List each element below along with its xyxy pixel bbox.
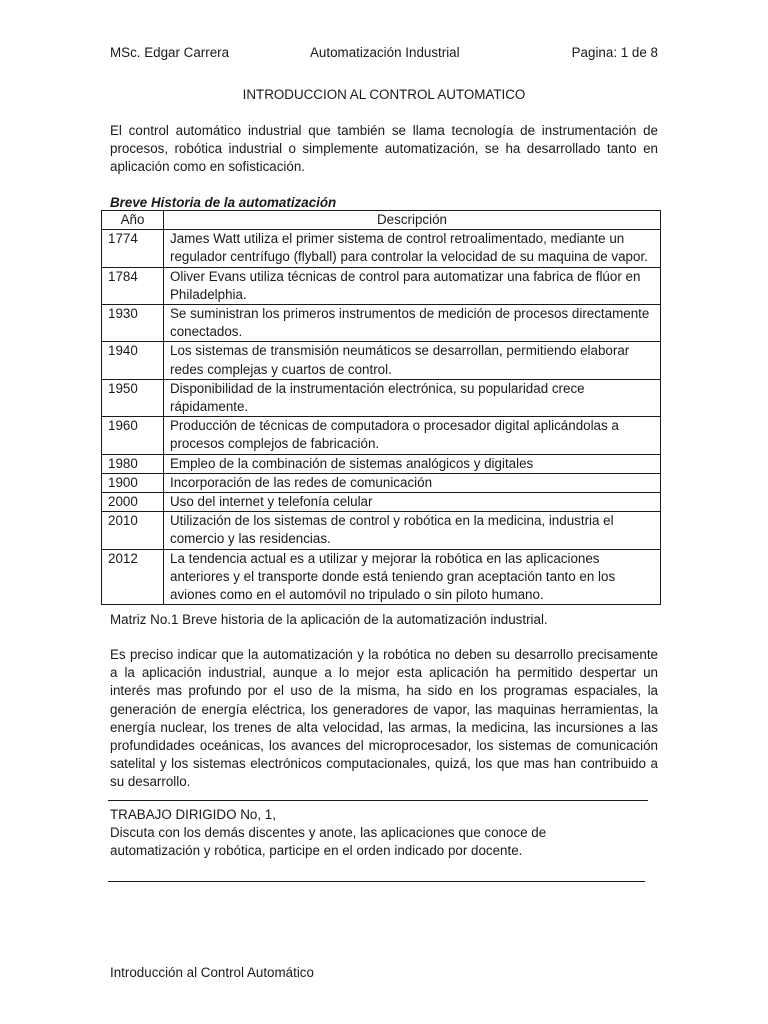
divider-line [108,881,645,882]
table-row [102,230,661,267]
row-description: Los sistemas de transmisión neumáticos se desarrollan, permitiendo elaborar redes complejas y cuartos de control. [164,342,661,379]
divider-line [108,800,648,801]
row-description: La tendencia actual es a utilizar y mejorar la robótica en las aplicaciones anteriores y el transporte donde está teniendo gran aceptación tanto en los aviones como en el automóvil no tripulado o sin piloto humano. [164,549,661,605]
row-description: Empleo de la combinación de sistemas analógicos y digitales [164,454,661,473]
row-year: 1940 [102,342,164,379]
table-row [102,493,661,512]
table-caption: Matriz No.1 Breve historia de la aplicación de la automatización industrial. [110,612,548,627]
table-row [102,549,661,605]
document-title: INTRODUCCION AL CONTROL AUTOMATICO [242,87,526,102]
assignment-line: automatización y robótica, participe en el orden indicado por docente. [110,843,523,859]
row-year: 1960 [102,417,164,454]
column-header-year: Año [102,211,164,230]
header-author: MSc. Edgar Carrera [110,45,230,60]
column-header-description: Descripción [164,211,661,230]
row-year: 1900 [102,473,164,492]
body-paragraph: Es preciso indicar que la automatización y la robótica no deben su desarrollo precisamente a la aplicación industrial, aunque a lo mejor esta aplicación ha permitido despertar un interés mas profundo por el uso de la misma, ha sido en los programas espaciales, la generación de energía eléctrica, los generadores de vapor, las maquinas herramientas, la energía nuclear, los trenes de alta velocidad, las armas, la medicina, las incursiones a las profundidades oceánicas, los avances del microprocesador, los sistemas de comunicación satelital y los sistemas electrónicos computacionales, quizá, los que mas han contribuido a su desarrollo. [110,647,658,790]
table-row [102,473,661,492]
row-year: 1784 [102,267,164,304]
page-header [110,44,658,64]
row-year: 1930 [102,305,164,342]
row-description: Uso del internet y telefonía celular [164,493,661,512]
assignment-title: TRABAJO DIRIGIDO No, 1, [110,807,276,822]
row-year: 1774 [102,230,164,267]
page-footer: Introducción al Control Automático [110,965,314,980]
header-page-number: Pagina: 1 de 8 [571,45,658,60]
assignment-line: Discuta con los demás discentes y anote, las aplicaciones que conoce de [110,825,547,841]
table-row [102,379,661,416]
assignment-block [110,806,658,861]
row-year: 1980 [102,454,164,473]
history-table [101,210,661,605]
table-row [102,267,661,304]
row-year: 1950 [102,379,164,416]
table-header-row [102,211,661,230]
header-course: Automatización Industrial [310,45,460,60]
table-row [102,454,661,473]
row-description: Se suministran los primeros instrumentos de medición de procesos directamente conectados. [164,305,661,342]
row-year: 2000 [102,493,164,512]
row-description: Oliver Evans utiliza técnicas de control para automatizar una fabrica de flúor en Philadelphia. [164,267,661,304]
row-description: Disponibilidad de la instrumentación electrónica, su popularidad crece rápidamente. [164,379,661,416]
row-year: 2010 [102,512,164,549]
row-description: James Watt utiliza el primer sistema de control retroalimentado, mediante un regulador centrífugo (flyball) para controlar la velocidad de su maquina de vapor. [164,230,661,267]
table-row [102,512,661,549]
history-heading: Breve Historia de la automatización [110,195,337,210]
row-description: Incorporación de las redes de comunicación [164,473,661,492]
table-row [102,417,661,454]
row-year: 2012 [102,549,164,605]
row-description: Producción de técnicas de computadora o procesador digital aplicándolas a procesos complejos de fabricación. [164,417,661,454]
intro-paragraph: El control automático industrial que también se llama tecnología de instrumentación de procesos, robótica industrial o simplemente automatización, se ha desarrollado tanto en aplicación como en sofisticación. [110,123,658,175]
row-description: Utilización de los sistemas de control y robótica en la medicina, industria el comercio y las residencias. [164,512,661,549]
table-row [102,305,661,342]
table-row [102,342,661,379]
